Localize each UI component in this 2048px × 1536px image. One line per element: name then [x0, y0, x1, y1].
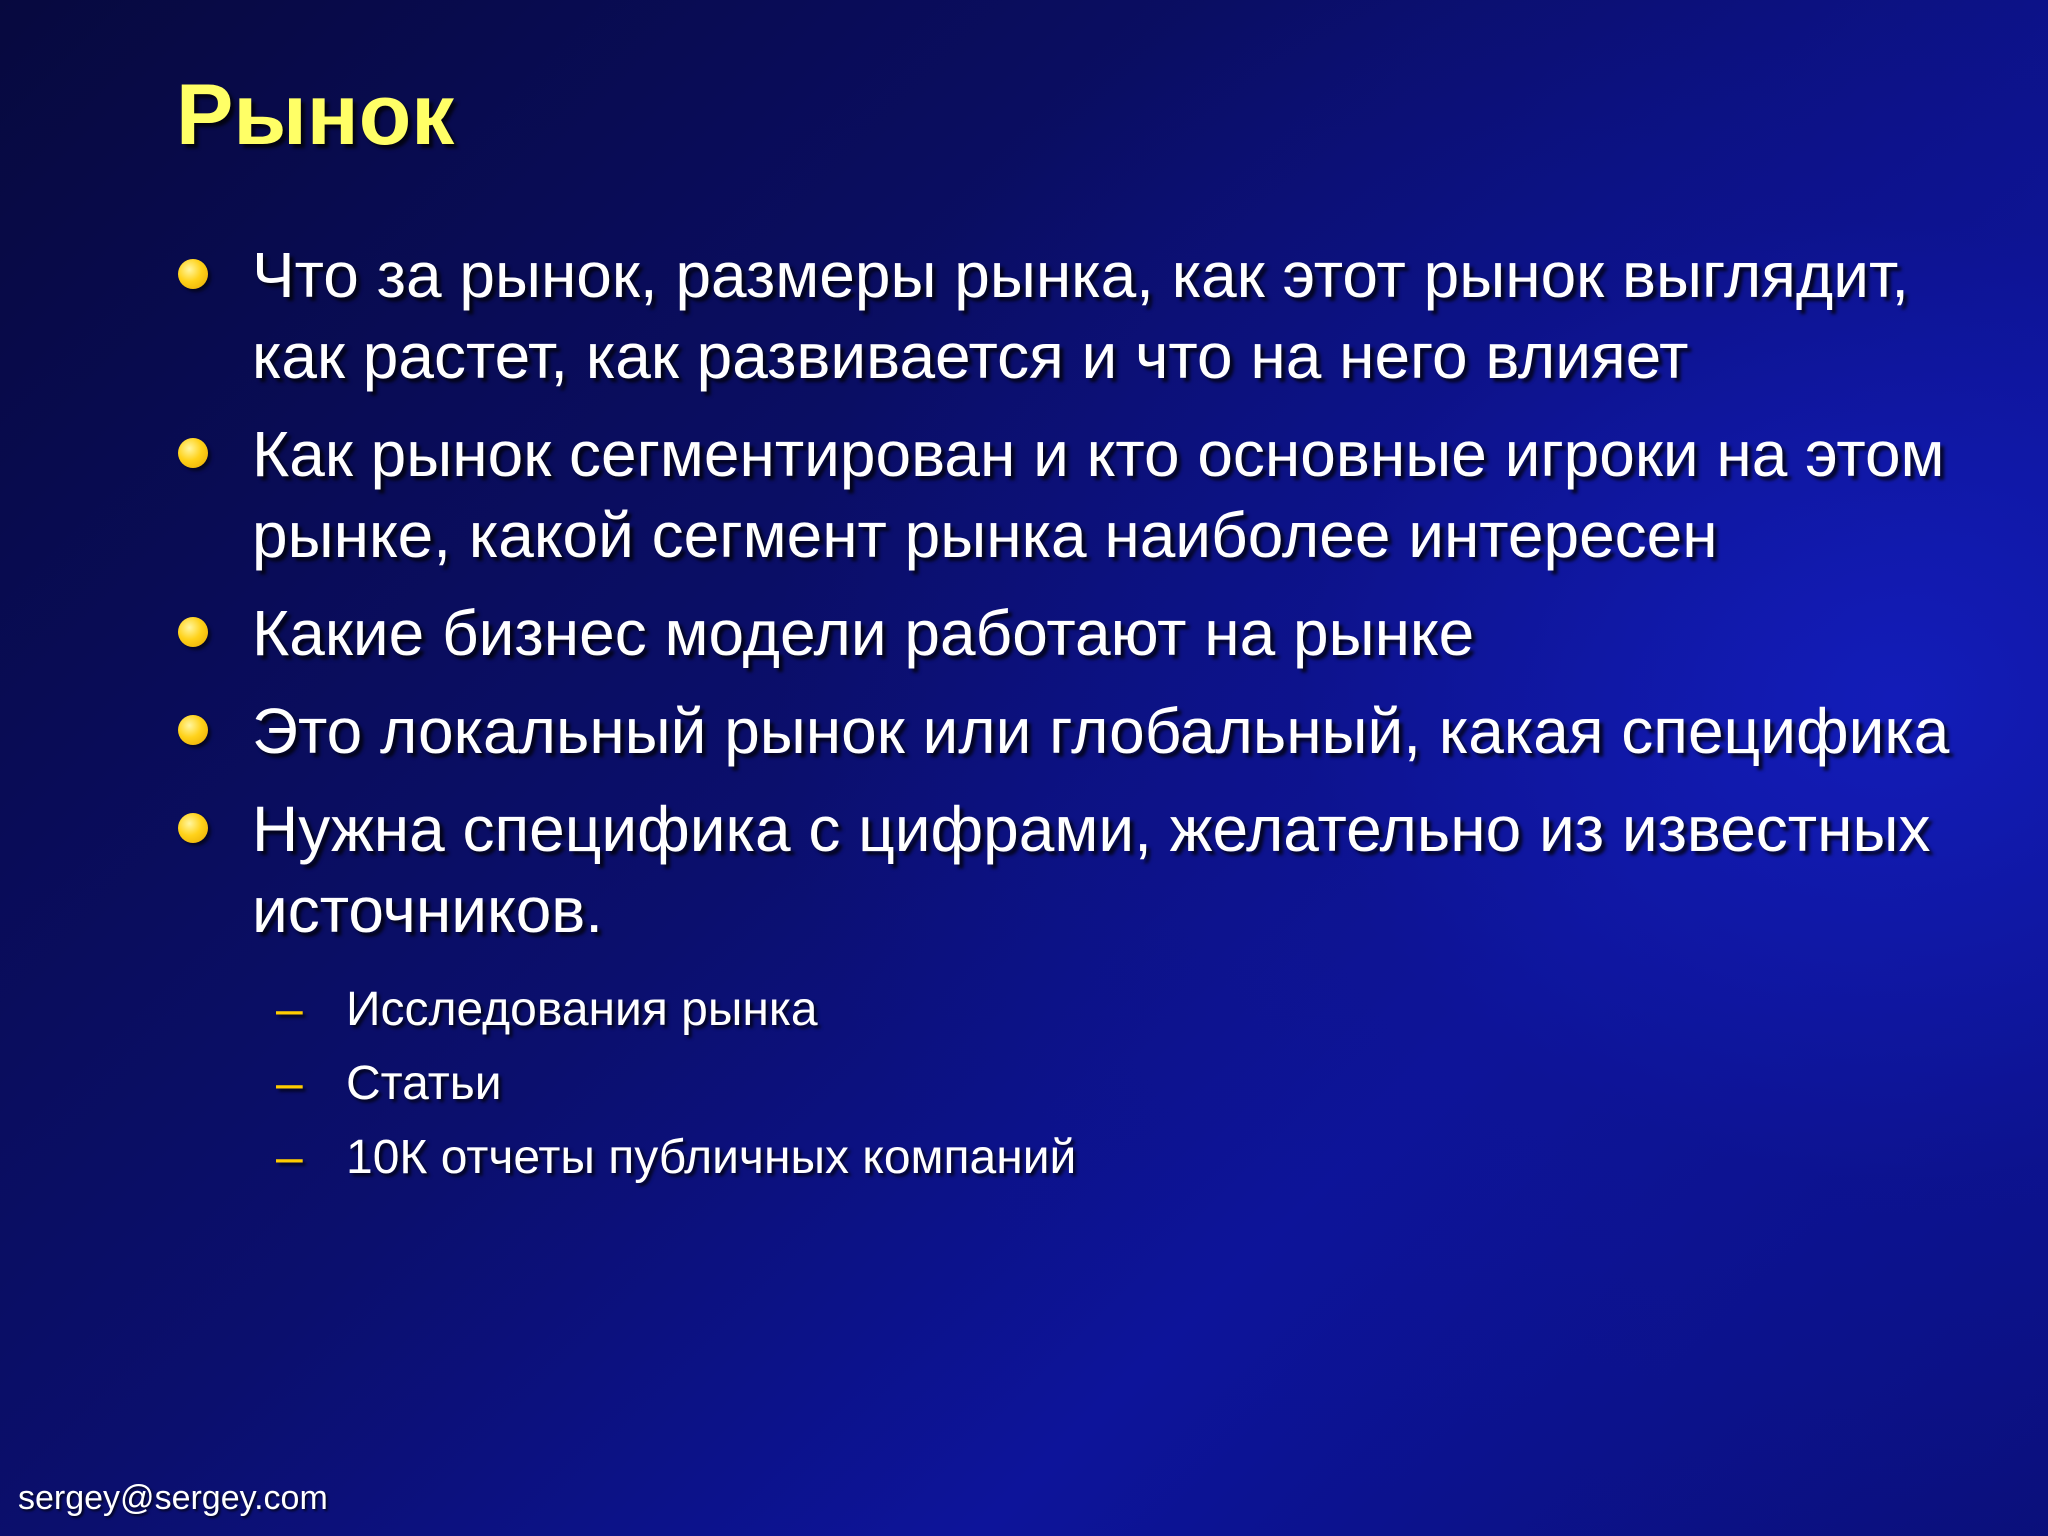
footer-email: sergey@sergey.com [18, 1479, 328, 1517]
bullet-item [176, 414, 1976, 576]
bullet-item [176, 593, 1976, 674]
bullet-text: Что за рынок, размеры рынка, как этот рынок выглядит, как растет, как развивается и что на него влияет [252, 239, 1909, 392]
sub-bullet-item [176, 1121, 1976, 1195]
sub-bullet-text: 10К отчеты публичных компаний [346, 1131, 1077, 1184]
bullet-dot-icon [178, 813, 208, 843]
bullet-list [176, 235, 1976, 1212]
bullet-item [176, 789, 1976, 1195]
bullet-item [176, 235, 1976, 397]
dash-icon: – [276, 1131, 303, 1184]
bullet-text: Как рынок сегментирован и кто основные игроки на этом рынке, какой сегмент рынка наиболее интересен [252, 418, 1945, 571]
bullet-text: Это локальный рынок или глобальный, какая специфика [252, 695, 1950, 767]
sub-list-wrapper [176, 973, 1976, 1195]
dash-icon: – [276, 983, 303, 1036]
bullet-text: Нужна специфика с цифрами, желательно из известных источников. [252, 793, 1931, 946]
bullet-dot-icon [178, 617, 208, 647]
bullet-dot-icon [178, 438, 208, 468]
bullet-text: Какие бизнес модели работают на рынке [252, 597, 1475, 669]
sub-bullet-item [176, 1047, 1976, 1121]
dash-icon: – [276, 1057, 303, 1110]
sub-bullet-list [176, 973, 1976, 1195]
bullet-dot-icon [178, 259, 208, 289]
sub-bullet-text: Исследования рынка [346, 983, 818, 1036]
bullet-dot-icon [178, 715, 208, 745]
slide-title: Рынок [176, 67, 455, 163]
bullet-item [176, 691, 1976, 772]
sub-bullet-text: Статьи [346, 1057, 502, 1110]
sub-bullet-item [176, 973, 1976, 1047]
